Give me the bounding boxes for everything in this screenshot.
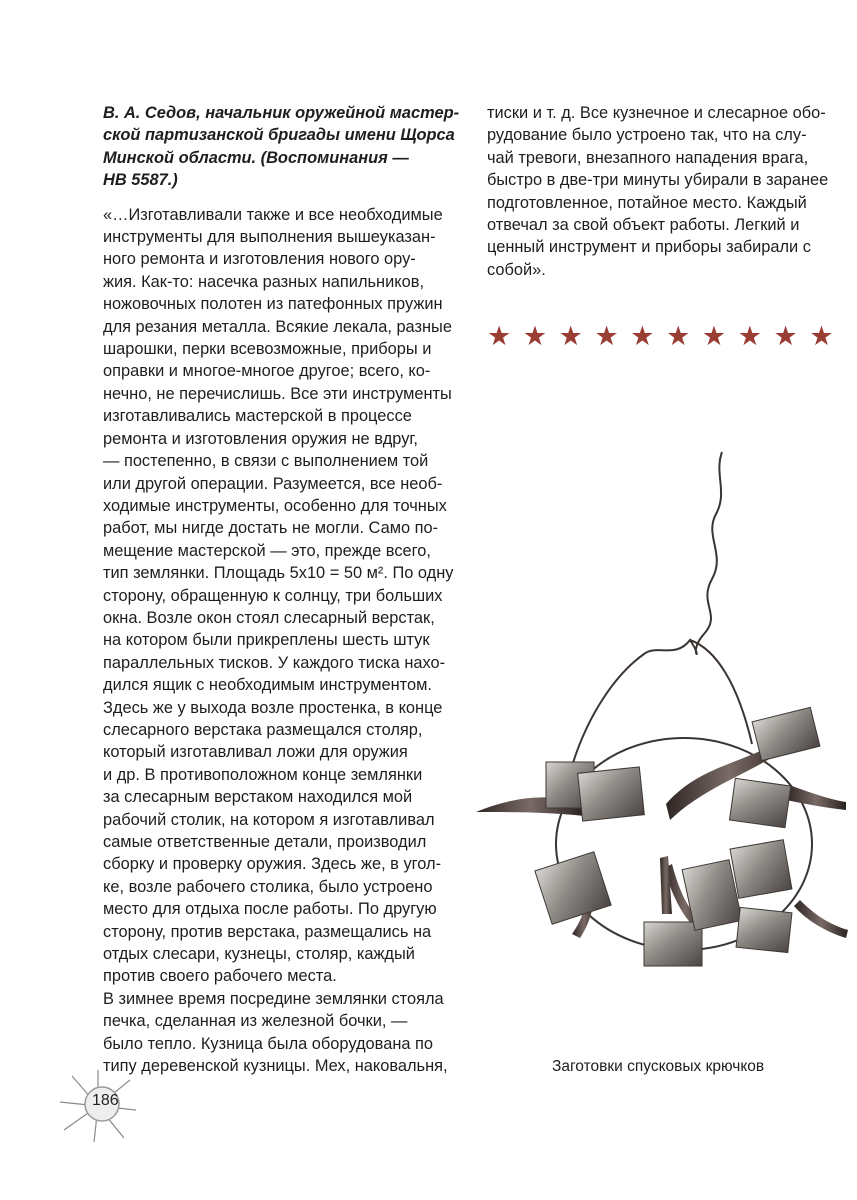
body-line: против своего рабочего места.	[103, 967, 337, 986]
body-line: рудование было устроено так, что на слу-	[487, 126, 807, 145]
body-line: было тепло. Кузница была оборудована по	[103, 1034, 434, 1053]
body-line: тип землянки. Площадь 5х10 = 50 м². По одну	[103, 564, 454, 583]
body-line: сторону, обращенную к солнцу, три больших	[103, 586, 443, 605]
body-line: самые ответственные детали, производил	[103, 833, 427, 851]
body-line: В зимнее время посредине землянки стояла	[103, 989, 444, 1008]
star-divider	[487, 323, 834, 350]
body-line: на котором были прикреплены шесть штук	[103, 631, 430, 650]
author-line: НВ 5587.)	[103, 171, 178, 190]
body-line: отдых слесари, кузнецы, столяр, каждый	[103, 945, 415, 964]
body-line: слесарного верстака размещался столяр,	[103, 720, 423, 739]
star-icon: ★	[773, 321, 798, 352]
body-line: для резания металла. Всякие лекала, разные	[103, 317, 452, 336]
body-line: сборку и проверку оружия. Здесь же, в угол-	[103, 855, 442, 874]
body-line: «…Изготавливали также и все необходимые	[103, 205, 443, 224]
body-line: печка, сделанная из железной бочки, —	[103, 1012, 408, 1031]
body-line: рабочий столик, на котором я изготавливал	[103, 810, 435, 829]
body-line: и др. В противоположном конце землянки	[103, 765, 423, 784]
body-line: оправки и многое-многое другое; всего, ко-	[103, 362, 431, 381]
star-icon: ★	[558, 321, 583, 352]
body-line: быстро в две-три минуты убирали в заранее	[487, 171, 829, 190]
body-line: ножовочных полотен из патефонных пружин	[103, 295, 443, 314]
left-column	[103, 102, 483, 1077]
body-line: жия. Как-то: насечка разных напильников,	[103, 272, 425, 291]
body-line: ке, возле рабочего столика, было устроено	[103, 877, 433, 896]
star-icon: ★	[487, 321, 512, 352]
star-icon: ★	[594, 321, 619, 352]
star-icon: ★	[522, 321, 548, 352]
body-line: место для отдыха после работы. По другую	[103, 900, 437, 919]
body-line: тиски и т. д. Все кузнечное и слесарное обо-	[487, 104, 826, 122]
body-line: ценный инструмент и приборы забирали с	[487, 238, 811, 257]
page-number: 186	[92, 1092, 119, 1109]
star-icon: ★	[809, 321, 834, 352]
star-icon: ★	[701, 321, 727, 352]
body-line: за слесарным верстаком находился мой	[103, 788, 413, 807]
body-line: ремонта и изготовления оружия не вдруг,	[103, 429, 418, 448]
body-line: работ, мы нигде достать не могли. Само по-	[103, 519, 439, 538]
page-number-badge	[58, 1068, 138, 1144]
body-line: который изготавливал ложи для оружия	[103, 743, 408, 762]
body-line: собой».	[487, 260, 546, 279]
author-line: ской партизанской бригады имени Щорса	[103, 126, 455, 145]
body-line: мещение мастерской — это, прежде всего,	[103, 541, 431, 560]
body-line: чай тревоги, внезапного нападения врага,	[487, 148, 809, 167]
star-icon: ★	[737, 321, 762, 352]
hanging-wire	[572, 452, 722, 766]
author-line: Минской области. (Воспоминания —	[103, 148, 409, 167]
body-line: изготавливались мастерской в процессе	[103, 407, 412, 426]
body-line: — постепенно, в связи с выполнением той	[103, 452, 429, 471]
star-icon: ★	[666, 321, 691, 352]
body-line: подготовленное, потайное место. Каждый	[487, 193, 807, 212]
figure-caption: Заготовки спусковых крючков	[552, 1058, 765, 1075]
body-line: нечно, не перечислишь. Все эти инструменты	[103, 384, 452, 403]
trigger-blanks-photo	[476, 444, 852, 990]
body-line: инструменты для выполнения вышеуказан-	[103, 228, 436, 247]
body-line: отвечал за свой объект работы. Легкий и	[487, 216, 800, 235]
body-line: ного ремонта и изготовления нового ору-	[103, 250, 416, 269]
memoir-quote	[103, 204, 483, 1078]
body-line: дился ящик с необходимым инструментом.	[103, 676, 432, 695]
body-line: типу деревенской кузницы. Мех, наковальня,	[103, 1057, 448, 1076]
body-line: или другой операции. Разумеется, все необ-	[103, 474, 443, 493]
right-column	[487, 102, 832, 281]
body-line: окна. Возле окон стоял слесарный верстак,	[103, 608, 435, 627]
star-icon: ★	[630, 321, 655, 352]
body-line: сторону, против верстака, размещались на	[103, 922, 432, 941]
author-attribution	[103, 102, 483, 192]
body-line: Здесь же у выхода возле простенка, в конце	[103, 698, 443, 717]
body-line: ходимые инструменты, особенно для точных	[103, 496, 447, 515]
author-line: В. А. Седов, начальник оружейной мастер-	[103, 104, 460, 122]
body-line: шарошки, перки всевозможные, приборы и	[103, 340, 432, 359]
body-line: параллельных тисков. У каждого тиска нахо-	[103, 653, 446, 672]
